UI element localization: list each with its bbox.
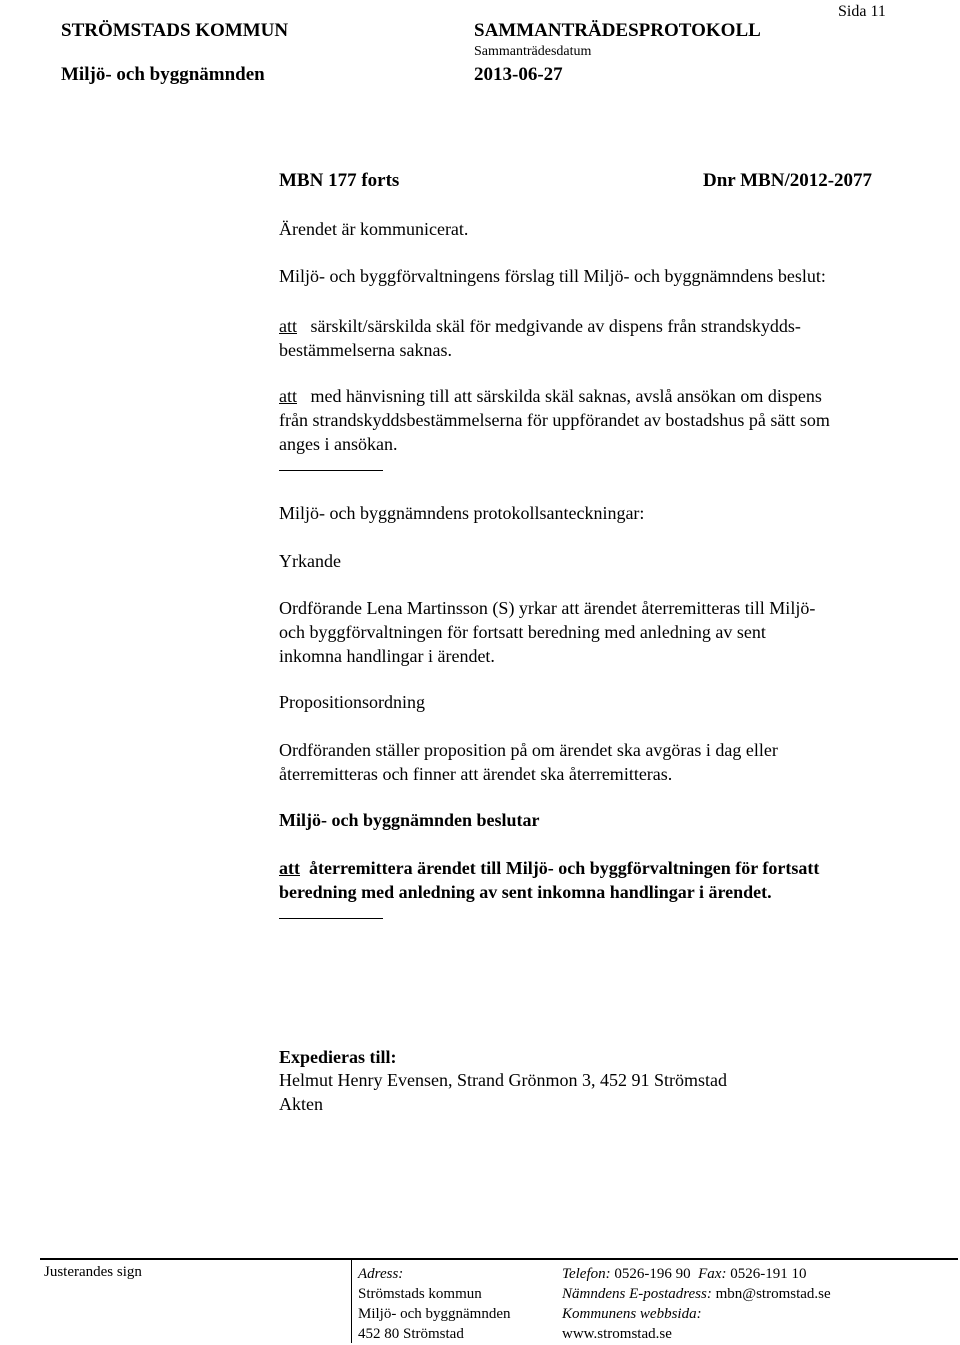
phone-number: 0526-196 90: [614, 1266, 691, 1282]
address-line-3: 452 80 Strömstad: [358, 1326, 464, 1342]
proposal-intro: Miljö- och byggförvaltningens förslag till Miljö- och byggnämndens beslut:: [279, 266, 826, 286]
web-label: Kommunens webbsida:: [562, 1306, 702, 1322]
phone-label: Telefon:: [562, 1266, 611, 1282]
fax-number: 0526-191 10: [730, 1266, 807, 1282]
att-keyword: att: [279, 316, 297, 336]
address-line-2: Miljö- och byggnämnden: [358, 1306, 511, 1322]
notes-heading: Miljö- och byggnämndens protokollsanteckningar:: [279, 503, 645, 523]
communicated-text: Ärendet är kommunicerat.: [279, 219, 469, 239]
att-clause-2-line-2: från strandskyddsbestämmelserna för uppförandet av bostadshus på sätt som: [279, 410, 830, 430]
yrkande-line-3: inkomna handlingar i ärendet.: [279, 646, 495, 666]
decision-line-2: beredning med anledning av sent inkomna handlingar i ärendet.: [279, 882, 772, 902]
decision-clause: [279, 856, 819, 880]
proposition-line-2: återremitteras och finner att ärendet ska återremitteras.: [279, 764, 673, 784]
yrkande-line-2: och byggförvaltningen för fortsatt beredning med anledning av sent: [279, 622, 766, 642]
att-clause-1-line-1: särskilt/särskilda skäl för medgivande av dispens från strandskydds-: [310, 316, 801, 336]
case-number: Dnr MBN/2012-2077: [703, 170, 873, 191]
yrkande-heading: Yrkande: [279, 551, 341, 571]
footer-divider: [351, 1259, 352, 1343]
att-clause-2-line-1: med hänvisning till att särskilda skäl saknas, avslå ansökan om dispens: [310, 386, 822, 406]
section-reference: MBN 177 forts: [279, 170, 400, 191]
proposition-line-1: Ordföranden ställer proposition på om ärendet ska avgöras i dag eller: [279, 740, 778, 760]
email-row: [562, 1284, 831, 1304]
committee-name: Miljö- och byggnämnden: [61, 64, 265, 85]
address-label: Adress:: [358, 1266, 404, 1282]
meeting-date: 2013-06-27: [474, 64, 563, 85]
decision-line-1: återremittera ärendet till Miljö- och byggförvaltningen för fortsatt: [309, 858, 820, 878]
att-clause-2-line-3: anges i ansökan.: [279, 434, 398, 454]
page-number: Sida 11: [838, 3, 886, 20]
att-keyword: att: [279, 386, 297, 406]
att-clause-2: [279, 384, 822, 408]
phone-fax: [562, 1264, 806, 1284]
address-line-1: Strömstads kommun: [358, 1286, 482, 1302]
att-keyword: att: [279, 858, 300, 878]
web-link[interactable]: www.stromstad.se: [562, 1326, 672, 1342]
decision-heading: Miljö- och byggnämnden beslutar: [279, 810, 540, 830]
dispatch-heading: Expedieras till:: [279, 1047, 397, 1067]
dispatch-archive: Akten: [279, 1094, 323, 1114]
municipality-name: STRÖMSTADS KOMMUN: [61, 20, 289, 41]
proposition-heading: Propositionsordning: [279, 692, 426, 712]
att-clause-1-line-2: bestämmelserna saknas.: [279, 340, 452, 360]
att-clause-1: [279, 314, 801, 338]
protocol-title: SAMMANTRÄDESPROTOKOLL: [474, 20, 761, 41]
email-label: Nämndens E-postadress:: [562, 1286, 712, 1302]
yrkande-line-1: Ordförande Lena Martinsson (S) yrkar att ärendet återremitteras till Miljö-: [279, 598, 816, 618]
footer-rule: [40, 1258, 958, 1260]
dispatch-recipient: Helmut Henry Evensen, Strand Grönmon 3, 452 91 Strömstad: [279, 1070, 727, 1090]
email-address[interactable]: mbn@stromstad.se: [715, 1286, 831, 1302]
section-divider: [279, 918, 383, 919]
section-divider: [279, 470, 383, 471]
date-label: Sammanträdesdatum: [474, 44, 592, 59]
fax-label: Fax:: [698, 1266, 727, 1282]
sign-label: Justerandes sign: [44, 1264, 142, 1280]
